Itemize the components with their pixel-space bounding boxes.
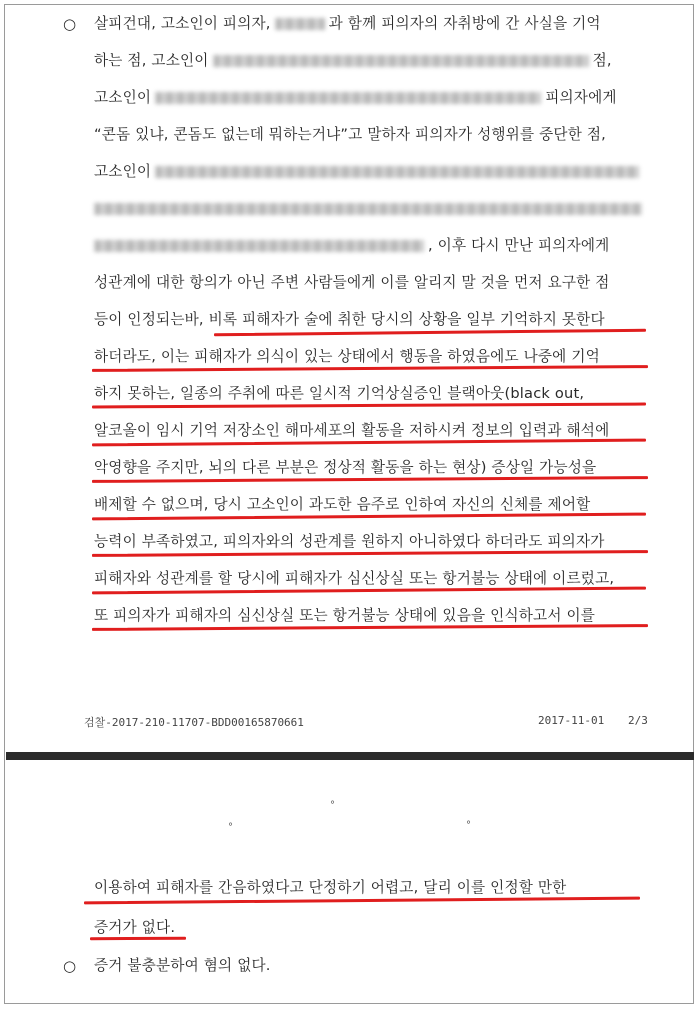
redacted-block [94, 240, 424, 252]
text-line-continued: 이용하여 피해자를 간음하였다고 단정하기 어렵고, 달리 이를 인정할 만한 [94, 879, 567, 896]
conclusion-line: 증거 불충분하여 혐의 없다. [94, 957, 271, 974]
redacted-block [213, 55, 589, 67]
text-line-10: 하더라도, 이는 피해자가 의식이 있는 상태에서 행동을 하였음에도 나중에 기억 [94, 348, 600, 365]
document-number: 검찰-2017-210-11707-BDD00165870661 [84, 716, 304, 729]
text-line-14: 배제할 수 없으며, 당시 고소인이 과도한 음주로 인하여 자신의 신체를 제어할 [94, 496, 591, 513]
text-line-3: 고소인이 피의자에게 [94, 89, 617, 106]
text-line-11: 하지 못하는, 일종의 주취에 따른 일시적 기억상실증인 블랙아웃(black out, [94, 385, 585, 402]
text-line-12: 알코올이 임시 기억 저장소인 해마세포의 활동을 저하시켜 정보의 입력과 해석에 [94, 422, 610, 439]
page-break [6, 752, 694, 760]
page-number: 2/3 [628, 714, 648, 727]
text-line-13: 악영향을 주지만, 뇌의 다른 부분은 정상적 활동을 하는 현상) 증상일 가능성을 [94, 459, 597, 476]
text-line-1: 살피건대, 고소인이 피의자, 과 함께 피의자의 자취방에 간 사실을 기억 [94, 15, 601, 32]
bullet-mark: ○ [63, 15, 77, 33]
text-line-17: 또 피의자가 피해자의 심신상실 또는 항거불능 상태에 있음을 인식하고서 이를 [94, 607, 596, 624]
text-line-9: 등이 인정되는바, 비록 피해자가 술에 취한 당시의 상황을 일부 기억하지 못한다 [94, 311, 605, 328]
redacted-block [94, 203, 642, 215]
text-line-4: “콘돔 있냐, 콘돔도 없는데 뭐하는거냐”고 말하자 피의자가 성행위를 중단한 점, [94, 126, 606, 143]
stray-mark: ° [466, 820, 471, 831]
redacted-block [275, 18, 325, 30]
text-line-15: 능력이 부족하였고, 피의자와의 성관계를 원하지 아니하였다 하더라도 피의자가 [94, 533, 605, 550]
text-line-continued: 증거가 없다. [94, 919, 176, 936]
document-page-3 [0, 760, 700, 1010]
redacted-block [155, 92, 541, 104]
text-line-16: 피해자와 성관계를 할 당시에 피해자가 심신상실 또는 항거불능 상태에 이르렀고, [94, 570, 615, 587]
redacted-block [155, 166, 639, 178]
text-line-8: 성관계에 대한 항의가 아닌 주변 사람들에게 이를 알리지 말 것을 먼저 요구한 점 [94, 274, 610, 291]
bullet-mark: ○ [63, 957, 77, 975]
document-date: 2017-11-01 [538, 714, 605, 727]
stray-mark: ° [330, 800, 335, 811]
text-line-5: 고소인이 [94, 162, 654, 182]
stray-mark: ° [228, 822, 233, 833]
red-underline [90, 937, 186, 941]
text-line-7: , 이후 다시 만난 피의자에게 [94, 236, 654, 256]
text-line-6 [94, 199, 654, 219]
text-line-2: 하는 점, 고소인이 점, [94, 52, 612, 69]
